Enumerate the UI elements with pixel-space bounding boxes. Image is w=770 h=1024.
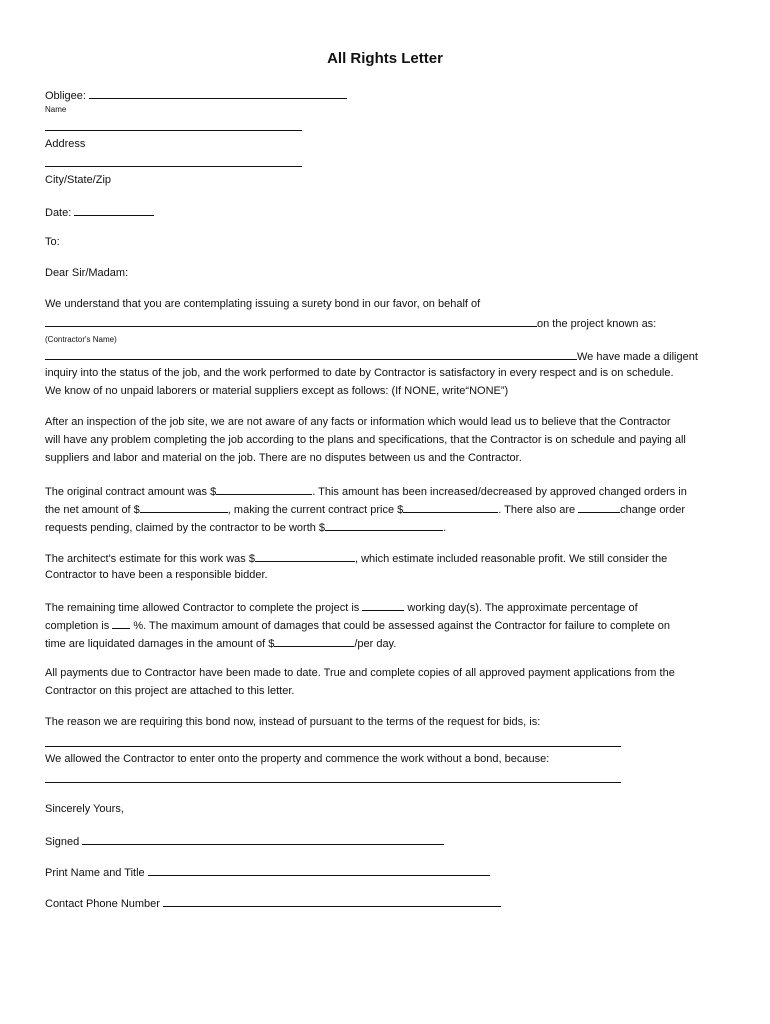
no-bond-reason-field[interactable] xyxy=(45,782,621,783)
architect-estimate-field[interactable] xyxy=(255,550,355,562)
architect-estimate-text: , which estimate included reasonable profit. We still consider the xyxy=(354,553,668,565)
remaining-time-label: The remaining time allowed Contractor to complete the project is xyxy=(45,602,360,614)
salutation: Dear Sir/Madam: xyxy=(45,267,129,279)
liquidated-damages-field[interactable] xyxy=(274,635,354,647)
date-line xyxy=(45,204,154,220)
paragraph-3-line-3 xyxy=(45,519,446,535)
paragraph-4-line-1 xyxy=(45,550,667,566)
there-also-are-text: . There also are xyxy=(498,504,576,516)
city-state-zip-field[interactable] xyxy=(45,166,302,167)
print-name-line xyxy=(45,864,490,880)
net-amount-label: the net amount of $ xyxy=(45,504,140,516)
paragraph-4-line-2: Contractor to have been a responsible bidder. xyxy=(45,569,268,581)
paragraph-2-line-1: After an inspection of the job site, we are not aware of any facts or information which would lead us to believe that the Contractor xyxy=(45,416,671,428)
contractor-name-field[interactable] xyxy=(45,315,537,327)
phone-line xyxy=(45,895,501,911)
original-amount-label: The original contract amount was $ xyxy=(45,486,217,498)
paragraph-3-line-1 xyxy=(45,483,687,499)
date-field[interactable] xyxy=(74,204,154,216)
paragraph-5-line-2 xyxy=(45,617,670,633)
phone-label: Contact Phone Number xyxy=(45,898,160,910)
signed-label: Signed xyxy=(45,836,80,848)
print-name-field[interactable] xyxy=(148,864,490,876)
change-order-count-field[interactable] xyxy=(578,501,620,513)
bond-reason-field[interactable] xyxy=(45,746,621,747)
signature-field[interactable] xyxy=(82,833,444,845)
paragraph-1-line-2 xyxy=(45,315,656,331)
paragraph-6-line-1: All payments due to Contractor have been made to date. True and complete copies of all approved payment applications from the xyxy=(45,667,675,679)
pending-requests-period: . xyxy=(443,522,447,534)
diligent-text: We have made a diligent xyxy=(577,351,698,363)
to-label: To: xyxy=(45,236,60,248)
paragraph-2-line-3: suppliers and labor and material on the job. There are no disputes between us and the Contractor. xyxy=(45,452,522,464)
print-name-label: Print Name and Title xyxy=(45,867,145,879)
paragraph-5-line-1 xyxy=(45,599,638,615)
architect-estimate-label: The architect's estimate for this work was $ xyxy=(45,553,255,565)
project-known-as-text: on the project known as: xyxy=(537,318,657,330)
original-amount-text: . This amount has been increased/decreased by approved changed orders in xyxy=(312,486,687,498)
obligee-line xyxy=(45,87,347,103)
paragraph-1-line-4: inquiry into the status of the job, and the work performed to date by Contractor is satisfactory in every respect and is on schedule. xyxy=(45,367,674,379)
original-amount-field[interactable] xyxy=(216,483,312,495)
current-price-field[interactable] xyxy=(403,501,498,513)
obligee-label: Obligee: xyxy=(45,90,86,102)
paragraph-3-line-2 xyxy=(45,501,685,517)
date-label: Date: xyxy=(45,207,72,219)
completion-text: %. The maximum amount of damages that could be assessed against the Contractor for failure to complete on xyxy=(133,620,670,632)
working-days-field[interactable] xyxy=(362,599,404,611)
address-label: Address xyxy=(45,138,86,150)
paragraph-7-line-1: The reason we are requiring this bond now, instead of pursuant to the terms of the request for bids, is: xyxy=(45,716,541,728)
paragraph-6-line-2: Contractor on this project are attached to this letter. xyxy=(45,685,295,697)
paragraph-2-line-2: will have any problem completing the job according to the plans and specifications, that the Contractor is on schedule and paying all xyxy=(45,434,686,446)
page-title: All Rights Letter xyxy=(327,50,443,67)
working-days-text: working day(s). The approximate percentage of xyxy=(407,602,638,614)
pending-requests-field[interactable] xyxy=(325,519,443,531)
paragraph-8-line-1: We allowed the Contractor to enter onto the property and commence the work without a bond, because: xyxy=(45,753,550,765)
city-state-zip-label: City/State/Zip xyxy=(45,174,112,186)
signed-line xyxy=(45,833,444,849)
paragraph-1-line-5: We know of no unpaid laborers or material suppliers except as follows: (If NONE, write“NONE”) xyxy=(45,385,509,397)
project-name-field[interactable] xyxy=(45,348,577,360)
paragraph-1-line-1: We understand that you are contemplating issuing a surety bond in our favor, on behalf of xyxy=(45,298,481,310)
paragraph-5-line-3 xyxy=(45,635,396,651)
completion-percent-field[interactable] xyxy=(112,617,130,629)
per-day-text: /per day. xyxy=(354,638,397,650)
name-label: Name xyxy=(45,105,67,114)
contractor-name-label: (Contractor's Name) xyxy=(45,335,117,344)
change-order-text: change order xyxy=(620,504,685,516)
net-amount-field[interactable] xyxy=(140,501,228,513)
paragraph-1-line-3 xyxy=(45,348,698,364)
completion-label: completion is xyxy=(45,620,110,632)
closing: Sincerely Yours, xyxy=(45,803,124,815)
obligee-name-field[interactable] xyxy=(89,87,347,99)
liquidated-damages-label: time are liquidated damages in the amount of $ xyxy=(45,638,275,650)
pending-requests-label: requests pending, claimed by the contractor to be worth $ xyxy=(45,522,326,534)
phone-field[interactable] xyxy=(163,895,501,907)
current-price-label: , making the current contract price $ xyxy=(227,504,404,516)
address-field[interactable] xyxy=(45,130,302,131)
